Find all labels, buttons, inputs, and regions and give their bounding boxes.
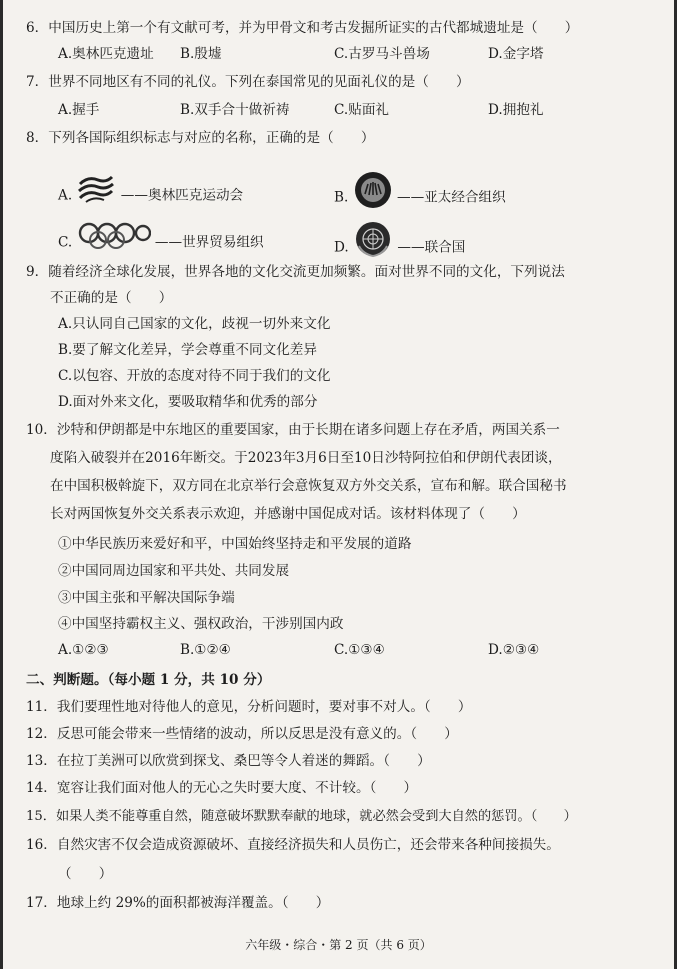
q8-option-b-letter: B.: [334, 189, 349, 206]
q7-option-b: B.双手合十做祈祷: [180, 102, 290, 118]
q10-option-a: A.①②③: [58, 642, 109, 658]
judge-13: 13．在拉丁美洲可以欣赏到探戈、桑巴等令人着迷的舞蹈。（ ）: [26, 753, 431, 769]
page-footer: 六年级・综合・第 2 页（共 6 页）: [245, 938, 432, 952]
q8-option-a-text: ——奥林匹克运动会: [120, 187, 244, 204]
q8-row-cd: [58, 220, 663, 260]
q9-option-b: B.要了解文化差异，学会尊重不同文化差异: [58, 342, 317, 358]
q10-statement-4: ④中国坚持霸权主义、强权政治，干涉别国内政: [58, 616, 344, 632]
section-title-judgement: 二、判断题。（每小题 1 分，共 10 分）: [26, 672, 271, 688]
q6-option-a: A.奥林匹克遗址: [58, 46, 154, 62]
q10-stem-line3: 在中国积极斡旋下，双方同在北京举行会意恢复双方外交关系，宣布和解。联合国秘书: [50, 478, 567, 494]
q10-statement-2: ②中国同周边国家和平共处、共同发展: [58, 563, 290, 579]
q9-option-d: D.面对外来文化，要吸取精华和优秀的部分: [58, 394, 318, 410]
q10-statement-1: ①中华民族历来爱好和平，中国始终坚持走和平发展的道路: [58, 536, 412, 552]
q7-option-a: A.握手: [58, 102, 100, 118]
q10-stem-line1: 10．沙特和伊朗都是中东地区的重要国家，由于长期在诸多问题上存在矛盾，两国关系一: [26, 422, 560, 438]
judge-16-line2: （ ）: [58, 866, 113, 882]
q6-option-b: B.殷墟: [180, 46, 222, 62]
judge-17: 17．地球上约 29%的面积都被海洋覆盖。（ ）: [26, 895, 330, 911]
q9-option-a: A.只认同自己国家的文化，歧视一切外来文化: [58, 316, 331, 332]
q8-option-c-letter: C.: [58, 234, 73, 251]
q9-stem-line2: 不正确的是（ ）: [50, 290, 173, 306]
q8-option-d-text: ——联合国: [397, 239, 466, 256]
olympic-rings-icon: [77, 220, 151, 266]
judge-15: 15．如果人类不能尊重自然，随意破坏默默奉献的地球，就必然会受到大自然的惩罚。（ ）: [26, 809, 577, 824]
q10-stem-line4: 长对两国恢复外交关系表示欢迎，并感谢中国促成对话。该材料体现了（ ）: [50, 506, 526, 522]
q10-option-b: B.①②④: [180, 642, 231, 658]
q8-option-c-text: ——世界贸易组织: [154, 234, 264, 251]
q6-option-d: D.金字塔: [488, 46, 544, 62]
q6-option-c: C.古罗马斗兽场: [334, 46, 430, 62]
q7-option-d: D.拥抱礼: [488, 102, 544, 118]
q10-option-d: D.②③④: [488, 642, 540, 658]
judge-11: 11．我们要理性地对待他人的意见，分析问题时，要对事不对人。（ ）: [26, 699, 472, 715]
q10-statement-3: ③中国主张和平解决国际争端: [58, 590, 235, 606]
q8-option-a: [58, 170, 243, 222]
q7-option-c: C.贴面礼: [334, 102, 390, 118]
wto-logo-icon: [76, 170, 116, 222]
q6-stem: 6．中国历史上第一个有文献可考，并为甲骨文和考古发掘所证实的古代都城遗址是（ ）: [26, 20, 579, 36]
asean-logo-icon: [353, 170, 393, 226]
judge-16-line1: 16．自然灾害不仅会造成资源破坏、直接经济损失和人员伤亡，还会带来各种间接损失。: [26, 837, 560, 853]
q9-stem-line1: 9．随着经济全球化发展，世界各地的文化交流更加频繁。面对世界不同的文化，下列说法: [26, 264, 565, 280]
q8-option-d-letter: D.: [334, 239, 349, 256]
q10-stem-line2: 度陷入破裂并在2016年断交。于2023年3月6日至10日沙特阿拉伯和伊朗代表团谈，: [50, 450, 562, 466]
q8-option-b-text: ——亚太经合组织: [396, 189, 506, 206]
judge-12: 12．反思可能会带来一些情绪的波动，所以反思是没有意义的。（ ）: [26, 726, 458, 742]
q8-option-c: [58, 220, 264, 266]
q9-option-c: C.以包容、开放的态度对待不同于我们的文化: [58, 368, 331, 384]
judge-14: 14．宽容让我们面对他人的无心之失时要大度、不计较。（ ）: [26, 780, 418, 796]
q10-option-c: C.①③④: [334, 642, 385, 658]
q8-option-a-letter: A.: [58, 187, 73, 204]
q8-stem: 8．下列各国际组织标志与对应的名称，正确的是（ ）: [26, 130, 375, 146]
q7-stem: 7．世界不同地区有不同的礼仪。下列在泰国常见的见面礼仪的是（ ）: [26, 74, 470, 90]
q8-row-ab: [58, 170, 663, 210]
scan-edge-left: [0, 0, 3, 969]
q8-option-b: [334, 170, 506, 226]
